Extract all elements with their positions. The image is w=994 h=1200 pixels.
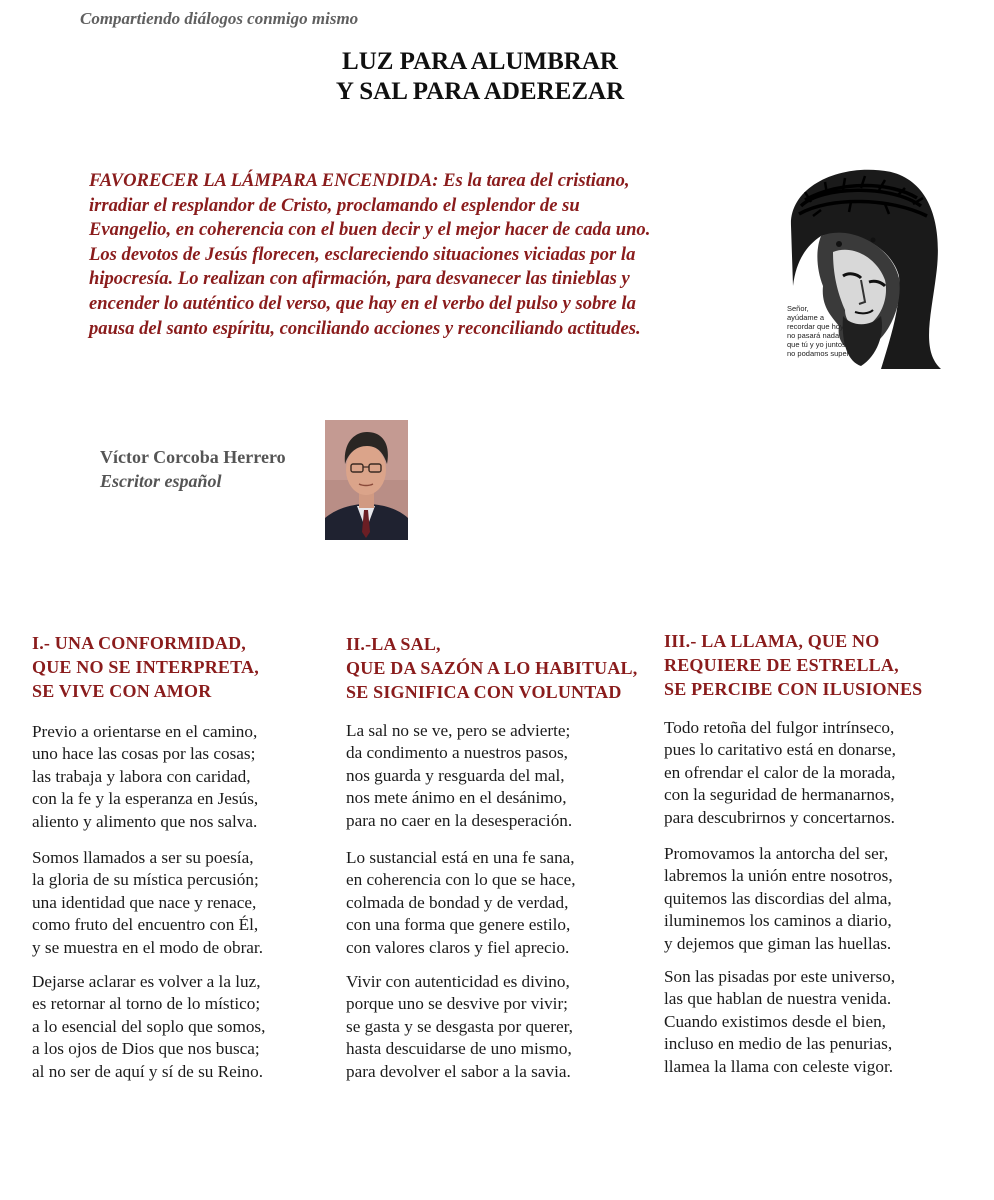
author-role: Escritor español bbox=[100, 471, 222, 491]
caption-line: que tú y yo juntos bbox=[787, 340, 846, 349]
section-2 bbox=[346, 632, 666, 704]
verse-line: como fruto del encuentro con Él, bbox=[32, 915, 259, 935]
verse-line: es retornar al torno de lo místico; bbox=[32, 994, 261, 1014]
heading-line: QUE DA SAZÓN A LO HABITUAL, bbox=[346, 658, 638, 678]
section-heading bbox=[346, 632, 666, 704]
section-3 bbox=[664, 629, 984, 701]
caption-line: no pasará nada bbox=[787, 331, 840, 340]
stanza bbox=[346, 720, 666, 832]
verse-line: Son las pisadas por este universo, bbox=[664, 967, 896, 986]
caption-line: recordar que hoy bbox=[787, 322, 844, 331]
verse-line: en ofrendar el calor de la morada, bbox=[664, 762, 896, 782]
verse-line: da condimento a nuestros pasos, bbox=[346, 743, 568, 763]
verse-line: nos guarda y resguarda del mal, bbox=[346, 765, 565, 785]
verse-line: Previo a orientarse en el camino, bbox=[32, 722, 258, 741]
verse-line: incluso en medio de las penurias, bbox=[664, 1034, 893, 1054]
verse-line: porque uno se desvive por vivir; bbox=[346, 994, 568, 1014]
stanza bbox=[346, 971, 666, 1083]
verse-line: para descubrirnos y concertarnos. bbox=[664, 807, 895, 827]
stanza bbox=[32, 721, 352, 833]
heading-line: III.- LA LLAMA, QUE NO bbox=[664, 631, 880, 651]
stanza bbox=[346, 847, 666, 959]
verse-line: al no ser de aquí y sí de su Reino. bbox=[32, 1061, 264, 1081]
verse-line: Lo sustancial está en una fe sana, bbox=[346, 848, 575, 867]
stanza bbox=[664, 717, 984, 829]
intro-line: encender lo auténtico del verso, que hay en el verbo del pulso y sobre la bbox=[89, 292, 636, 314]
verse-line: una identidad que nace y renace, bbox=[32, 892, 257, 912]
verse-line: a los ojos de Dios que nos busca; bbox=[32, 1039, 260, 1059]
verse-line: y se muestra en el modo de obrar. bbox=[32, 937, 264, 957]
verse-line: con la seguridad de hermanarnos, bbox=[664, 785, 895, 805]
verse-line: para no caer en la desesperación. bbox=[346, 810, 573, 830]
verse-line: pues lo caritativo está en donarse, bbox=[664, 740, 896, 760]
verse-line: para devolver el sabor a la savia. bbox=[346, 1061, 571, 1081]
verse-line: en coherencia con lo que se hace, bbox=[346, 870, 576, 890]
verse-line: quitemos las discordias del alma, bbox=[664, 888, 892, 908]
verse-line: hasta descuidarse de uno mismo, bbox=[346, 1039, 572, 1059]
christ-crown-of-thorns-image bbox=[781, 166, 941, 369]
intro-line: pausa del santo espíritu, conciliando acciones y reconciliando actitudes. bbox=[89, 317, 641, 339]
verse-line: Somos llamados a ser su poesía, bbox=[32, 848, 254, 867]
heading-line: SE SIGNIFICA CON VOLUNTAD bbox=[346, 682, 622, 702]
verse-line: llamea la llama con celeste vigor. bbox=[664, 1056, 894, 1076]
section-1 bbox=[32, 631, 352, 703]
intro-line: Los devotos de Jesús florecen, esclareciendo situaciones viciadas por la bbox=[89, 243, 636, 265]
caption-line: no podamos superar bbox=[787, 349, 856, 358]
intro-line: hipocresía. Lo realizan con afirmación, para desvanecer las tinieblas y bbox=[89, 268, 630, 290]
stanza bbox=[32, 971, 352, 1083]
title-line-1: LUZ PARA ALUMBRAR bbox=[342, 48, 618, 75]
series-title: Compartiendo diálogos conmigo mismo bbox=[80, 9, 359, 28]
verse-line: iluminemos los caminos a diario, bbox=[664, 911, 892, 931]
verse-line: y dejemos que giman las huellas. bbox=[664, 933, 892, 953]
heading-line: QUE NO SE INTERPRETA, bbox=[32, 657, 259, 677]
title-line-2: Y SAL PARA ADEREZAR bbox=[335, 78, 625, 105]
verse-line: a lo esencial del soplo que somos, bbox=[32, 1016, 266, 1036]
author-portrait bbox=[325, 420, 408, 540]
author-name: Víctor Corcoba Herrero bbox=[100, 447, 286, 467]
verse-line: colmada de bondad y de verdad, bbox=[346, 892, 569, 912]
intro-line: irradiar el resplandor de Cristo, proclamando el esplendor de su bbox=[89, 194, 580, 216]
intro-line: Evangelio, en coherencia con el buen decir y el mejor hacer de cada uno. bbox=[89, 219, 651, 241]
stanza bbox=[664, 966, 984, 1078]
verse-line: Promovamos la antorcha del ser, bbox=[664, 844, 889, 863]
heading-line: SE VIVE CON AMOR bbox=[32, 681, 212, 701]
verse-line: uno hace las cosas por las cosas; bbox=[32, 744, 256, 764]
section-heading bbox=[32, 631, 352, 703]
verse-line: Vivir con autenticidad es divino, bbox=[346, 972, 570, 991]
stanza bbox=[664, 843, 984, 955]
heading-line: I.- UNA CONFORMIDAD, bbox=[32, 633, 246, 653]
article-title bbox=[200, 47, 760, 107]
verse-line: se gasta y se desgasta por querer, bbox=[346, 1016, 573, 1036]
heading-line: II.-LA SAL, bbox=[346, 634, 441, 654]
verse-line: con la fe y la esperanza en Jesús, bbox=[32, 789, 259, 809]
verse-line: Cuando existimos desde el bien, bbox=[664, 1011, 886, 1031]
verse-line: con valores claros y fiel aprecio. bbox=[346, 937, 570, 957]
verse-line: las trabaja y labora con caridad, bbox=[32, 766, 251, 786]
section-heading bbox=[664, 629, 984, 701]
verse-line: nos mete ánimo en el desánimo, bbox=[346, 788, 567, 808]
verse-line: aliento y alimento que nos salva. bbox=[32, 811, 258, 831]
verse-line: con una forma que genere estilo, bbox=[346, 915, 571, 935]
intro-paragraph bbox=[89, 169, 769, 341]
intro-line: FAVORECER LA LÁMPARA ENCENDIDA: Es la tarea del cristiano, bbox=[89, 170, 630, 191]
caption-line: Señor, bbox=[787, 304, 809, 313]
verse-line: la gloria de su mística percusión; bbox=[32, 870, 259, 890]
verse-line: las que hablan de nuestra venida. bbox=[664, 989, 892, 1009]
verse-line: Todo retoña del fulgor intrínseco, bbox=[664, 718, 895, 737]
verse-line: labremos la unión entre nosotros, bbox=[664, 866, 893, 886]
verse-line: Dejarse aclarar es volver a la luz, bbox=[32, 972, 261, 991]
verse-line: La sal no se ve, pero se advierte; bbox=[346, 721, 571, 740]
caption-line: ayúdame a bbox=[787, 313, 825, 322]
stanza bbox=[32, 847, 352, 959]
heading-line: SE PERCIBE CON ILUSIONES bbox=[664, 679, 923, 699]
heading-line: REQUIERE DE ESTRELLA, bbox=[664, 655, 899, 675]
